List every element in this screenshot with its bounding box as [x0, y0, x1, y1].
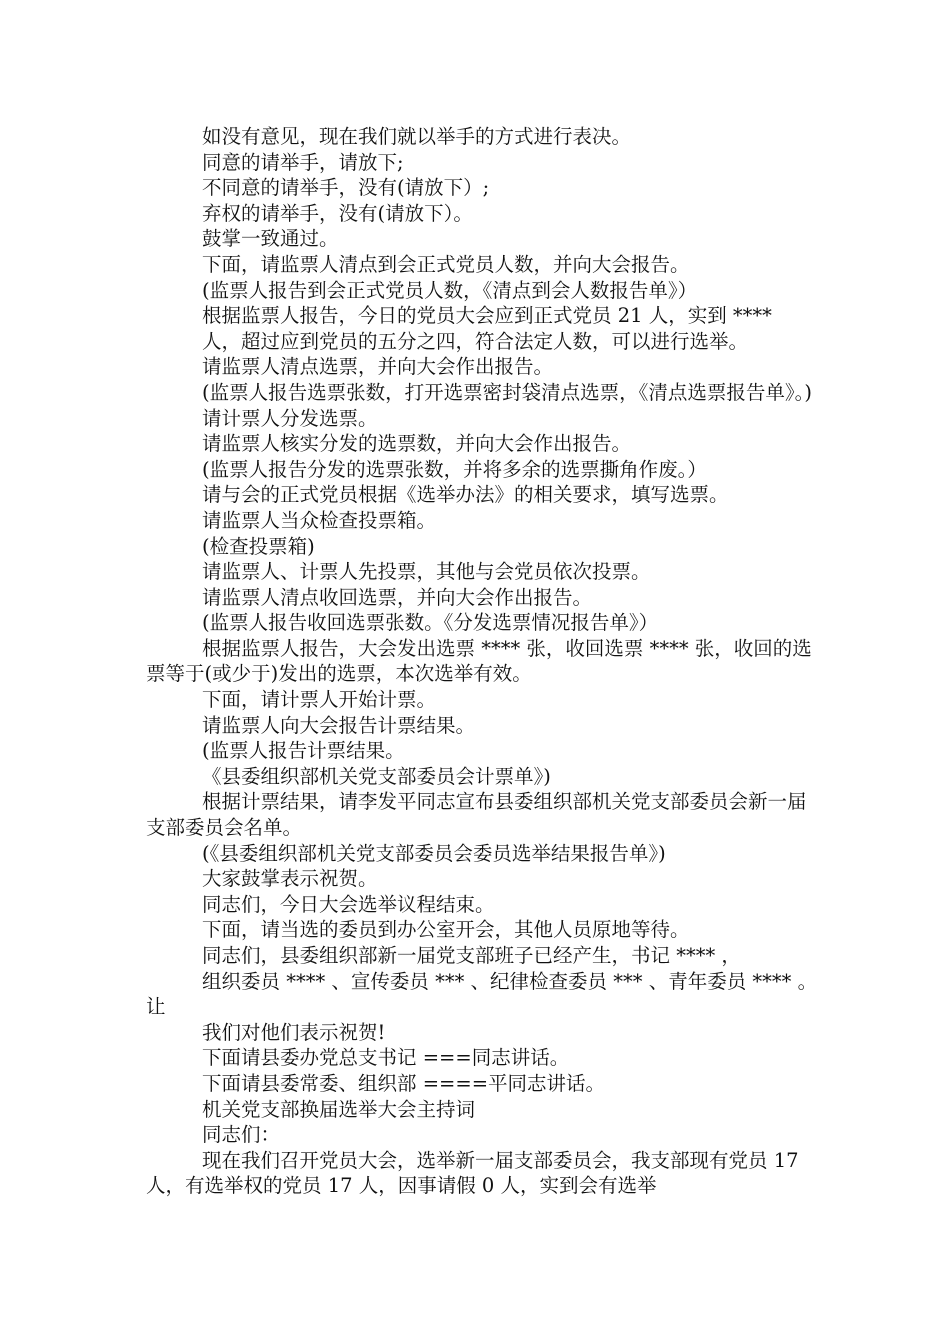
- paragraph: 弃权的请举手，没有(请放下）。: [202, 201, 473, 225]
- paragraph: 鼓掌一致通过。: [202, 227, 339, 251]
- paragraph: 请与会的正式党员根据《选举办法》的相关要求，填写选票。: [202, 483, 729, 507]
- paragraph: 同志们，县委组织部新一届党支部班子已经产生，书记 **** ，: [202, 944, 741, 967]
- paragraph: 下面，请监票人清点到会正式党员人数，并向大会报告。: [202, 252, 690, 276]
- paragraph: (监票人报告选票张数，打开选票密封袋清点选票，《清点选票报告单》。): [202, 380, 812, 404]
- section-title: 机关党支部换届选举大会主持词: [202, 1097, 476, 1121]
- paragraph: 根据计票结果，请李发平同志宣布县委组织部机关党支部委员会新一届支部委员会名单。: [146, 790, 807, 840]
- paragraph: 如没有意见，现在我们就以举手的方式进行表决。: [202, 125, 632, 148]
- paragraph: 我们对他们表示祝贺!: [202, 1020, 386, 1044]
- paragraph: 请计票人分发选票。: [202, 406, 378, 430]
- paragraph: (监票人报告到会正式党员人数，《清点到会人数报告单》）: [202, 278, 698, 302]
- paragraph: 大家鼓掌表示祝贺。: [202, 867, 378, 891]
- paragraph: 组织委员 **** 、宣传委员 *** 、纪律检查委员 *** 、青年委员 **** 。让: [146, 969, 818, 1019]
- paragraph: (《县委组织部机关党支部委员会委员选举结果报告单》): [202, 841, 666, 865]
- paragraph: 根据监票人报告，大会发出选票 **** 张，收回选票 **** 张，收回的选票等于(或少于)发出的选票，本次选举有效。: [146, 636, 812, 686]
- paragraph: 下面，请当选的委员到办公室开会，其他人员原地等待。: [202, 918, 690, 942]
- paragraph: 同意的请举手，请放下;: [202, 150, 404, 174]
- paragraph: 请监票人当众检查投票箱。: [202, 508, 437, 532]
- paragraph: 请监票人向大会报告计票结果。: [202, 713, 476, 737]
- paragraph: 请监票人、计票人先投票，其他与会党员依次投票。: [202, 560, 651, 584]
- paragraph: (检查投票箱): [202, 534, 315, 558]
- salutation: 同志们：: [202, 1123, 281, 1147]
- document-body: [146, 124, 818, 1199]
- paragraph: 请监票人核实分发的选票数，并向大会作出报告。: [202, 432, 632, 456]
- paragraph: 《县委组织部机关党支部委员会计票单》): [202, 764, 551, 788]
- paragraph: 下面请县委常委、组织部 ====平同志讲话。: [202, 1071, 606, 1095]
- paragraph: 请监票人清点收回选票，并向大会作出报告。: [202, 585, 593, 609]
- paragraph: 请监票人清点选票，并向大会作出报告。: [202, 355, 554, 379]
- paragraph: 现在我们召开党员大会，选举新一届支部委员会，我支部现有党员 17 人，有选举权的党员 17 人，因事请假 0 人，实到会有选举: [146, 1148, 799, 1198]
- paragraph: 下面，请计票人开始计票。: [202, 688, 437, 712]
- paragraph: 根据监票人报告，今日的党员大会应到正式党员 21 人，实到 ****: [202, 304, 772, 328]
- paragraph: (监票人报告计票结果。: [202, 739, 405, 763]
- paragraph: 不同意的请举手，没有(请放下）;: [202, 176, 490, 200]
- paragraph: (监票人报告收回选票张数。《分发选票情况报告单》）: [202, 611, 659, 635]
- paragraph: (监票人报告分发的选票张数，并将多余的选票撕角作废。）: [202, 457, 707, 481]
- paragraph: 下面请县委办党总支书记 ===同志讲话。: [202, 1046, 570, 1070]
- paragraph: 人，超过应到党员的五分之四，符合法定人数，可以进行选举。: [202, 329, 749, 353]
- paragraph: 同志们，今日大会选举议程结束。: [202, 892, 495, 916]
